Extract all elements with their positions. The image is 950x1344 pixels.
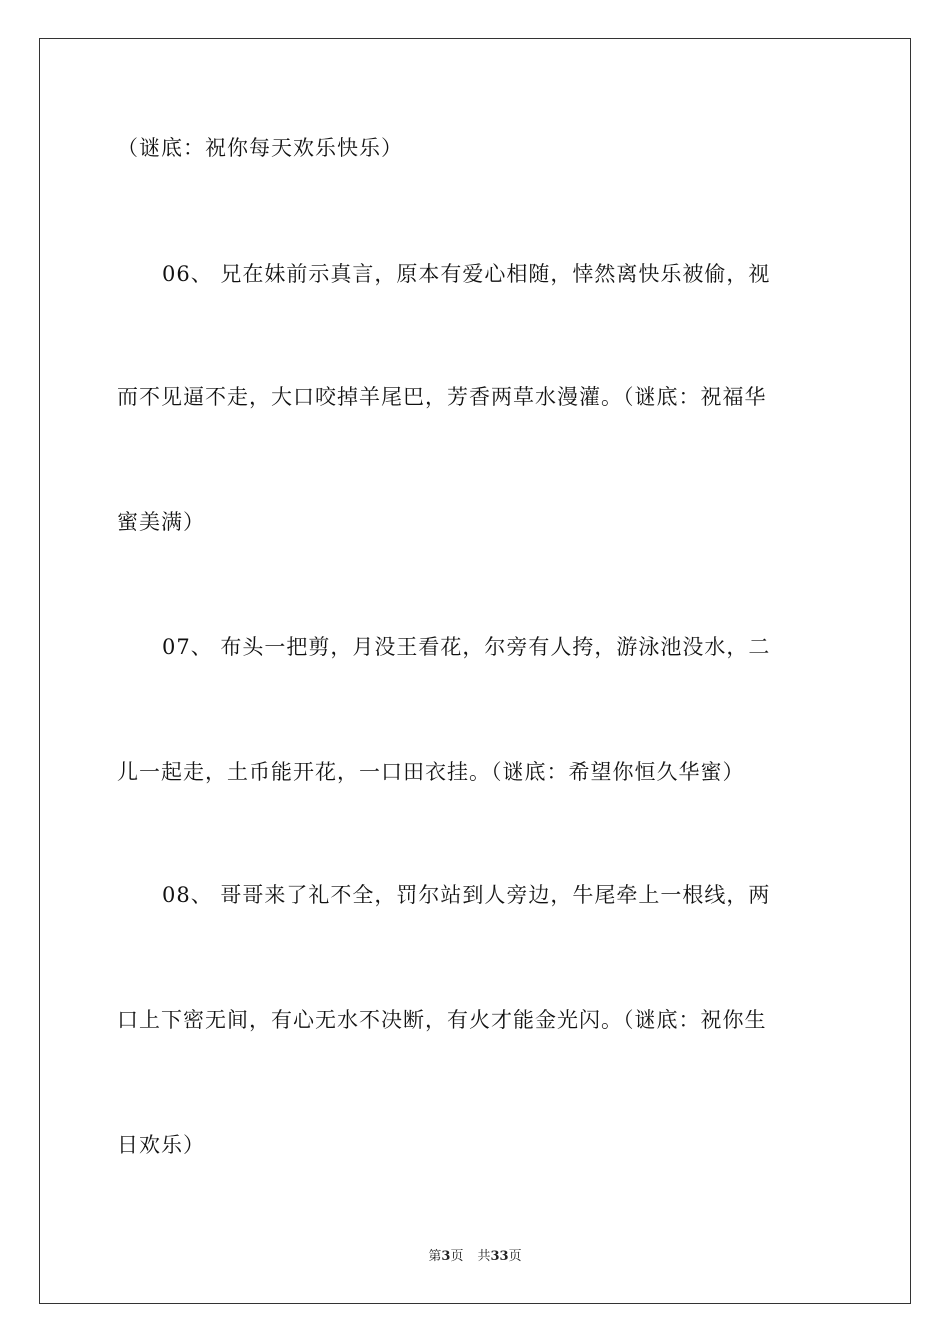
total-prefix: 共 [477,1249,491,1264]
riddle-08-line-2: 口上下密无间，有心无水不决断，有火才能金光闪。（谜底：祝你生 [117,1008,767,1032]
riddle-07-line-2: 儿一起走，土币能开花，一口田衣挂。（谜底：希望你恒久华蜜） [117,760,745,784]
page-footer [0,1248,950,1266]
total-suffix: 页 [508,1249,522,1264]
text-line-1: （谜底：祝你每天欢乐快乐） [117,136,403,160]
riddle-08-line-3: 日欢乐） [117,1133,205,1157]
total-pages-number: 33 [490,1249,509,1264]
riddle-06-line-2: 而不见逼不走，大口咬掉羊尾巴，芳香两草水漫灌。（谜底：祝福华 [117,385,767,409]
riddle-07-line-1: 07、 布头一把剪，月没王看花，尔旁有人挎，游泳池没水，二 [162,635,771,659]
riddle-08-line-1: 08、 哥哥来了礼不全，罚尔站到人旁边，牛尾牵上一根线，两 [162,883,771,907]
current-page-number: 3 [441,1249,451,1264]
page-prefix: 第 [428,1249,442,1264]
riddle-06-line-3: 蜜美满） [117,510,205,534]
page-suffix: 页 [450,1249,464,1264]
riddle-06-line-1: 06、 兄在妹前示真言，原本有爱心相随，悻然离快乐被偷，视 [162,262,771,286]
page-frame [39,38,911,1304]
